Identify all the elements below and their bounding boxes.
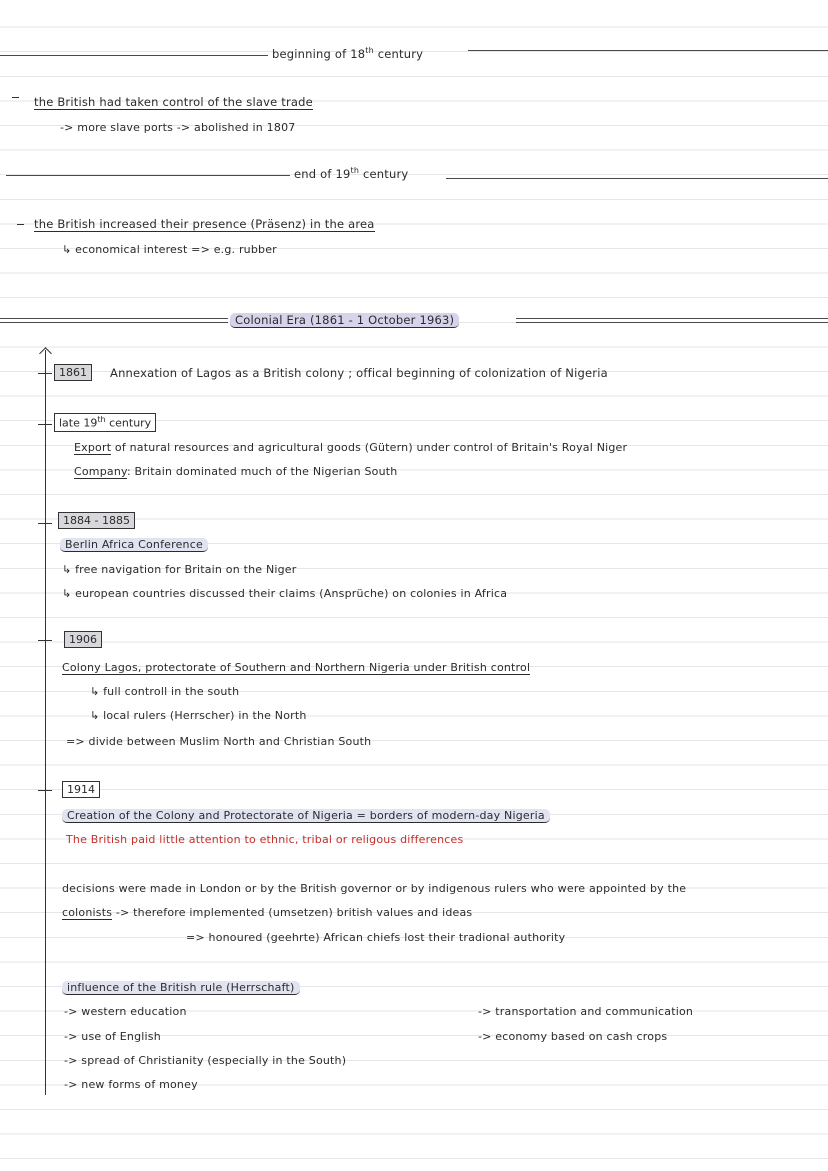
label-text: late 19 [59,416,98,430]
decisions-line2 [62,906,472,919]
section-heading-19th-century [294,166,408,181]
influence-left-item: -> use of English [64,1030,161,1043]
date-box-1861: 1861 [54,364,92,381]
company-word: Company [74,465,127,478]
timeline-tick [38,640,52,641]
event-1906-sub1: ↳ full controll in the south [90,685,240,698]
influence-title [62,981,300,994]
event-1884-title [60,538,208,551]
section-heading-colonial-era [230,313,459,327]
event-late19-line1 [74,441,627,454]
heading-rule-left [0,318,228,319]
event-1906-title: Colony Lagos, protectorate of Southern and Northern Nigeria under British control [62,661,531,674]
date-box-1906: 1906 [64,631,102,648]
point-presence: the British increased their presence (Präsenz) in the area [34,217,375,231]
influence-left-item: -> new forms of money [64,1078,198,1091]
colonists-word: colonists [62,906,113,919]
heading-text: Colonial Era (1861 - 1 October 1963) [230,313,459,328]
date-box-1914: 1914 [62,781,100,798]
heading-rule-left-2 [0,322,228,323]
heading-rule-left [6,175,290,176]
heading-text: beginning of 18 [272,46,366,61]
decisions-line2-rest: -> therefore implemented (umsetzen) british values and ideas [112,906,473,919]
timeline-tick [38,424,52,425]
creation-title: Creation of the Colony and Protectorate of Nigeria = borders of modern-day Nigeria [62,809,550,823]
heading-sup: th [365,46,374,55]
event-1861-text: Annexation of Lagos as a British colony ; offical beginning of colonization of Nigeria [110,366,608,380]
section-heading-18th-century [272,46,423,61]
timeline-tick [38,373,52,374]
influence-left-item: -> western education [64,1005,187,1018]
influence-right-item: -> economy based on cash crops [478,1030,668,1043]
heading-sup: th [350,166,360,175]
decisions-line1: decisions were made in London or by the British governor or by indigenous rulers who were appointed by the [62,882,687,895]
heading-rule-right [516,318,828,319]
sub-economical-interest: ↳ economical interest => e.g. rubber [62,243,277,256]
event-1906-result: => divide between Muslim North and Christian South [66,735,372,748]
influence-right-item: -> transportation and communication [478,1005,694,1018]
heading-rule-right-2 [516,322,828,323]
event-1884-sub1: ↳ free navigation for Britain on the Niger [62,563,297,576]
date-box-1884-1885: 1884 - 1885 [58,512,135,529]
heading-suffix: century [359,166,409,181]
label-sup: th [97,415,106,424]
bullet-dash [12,97,19,98]
influence-title-text: influence of the British rule (Herrschaft) [62,981,300,995]
sub-abolished: -> more slave ports -> abolished in 1807 [60,121,296,134]
date-box-late-19th-century [54,413,156,432]
timeline-tick [38,790,52,791]
heading-text: end of 19 [294,166,351,181]
point-slave-trade: the British had taken control of the slave trade [34,95,313,109]
timeline-axis [45,350,46,1095]
timeline-arrow-icon [39,347,52,360]
export-word: Export [74,441,112,454]
event-1884-sub2: ↳ european countries discussed their claims (Ansprüche) on colonies in Africa [62,587,508,600]
event-1906-sub2: ↳ local rulers (Herrscher) in the North [90,709,307,722]
heading-rule-right [468,50,828,51]
bullet-dash [17,224,24,225]
heading-rule-right [446,178,828,179]
label-suffix: century [105,416,152,430]
event-1914-title [62,809,550,822]
decisions-line3: => honoured (geehrte) African chiefs lost their tradional authority [186,931,566,944]
timeline-tick [38,523,52,524]
berlin-conference-title: Berlin Africa Conference [60,538,208,552]
event-late19-line2 [74,465,397,478]
line1-rest: of natural resources and agricultural goods (Gütern) under control of Britain's Royal Niger [111,441,628,454]
heading-rule-left [0,55,268,56]
heading-suffix: century [373,46,424,61]
influence-left-item: -> spread of Christianity (especially in the South) [64,1054,347,1067]
line2-rest: : Britain dominated much of the Nigerian South [126,465,398,478]
event-1914-red-line: The British paid little attention to ethnic, tribal or religous differences [66,833,464,846]
